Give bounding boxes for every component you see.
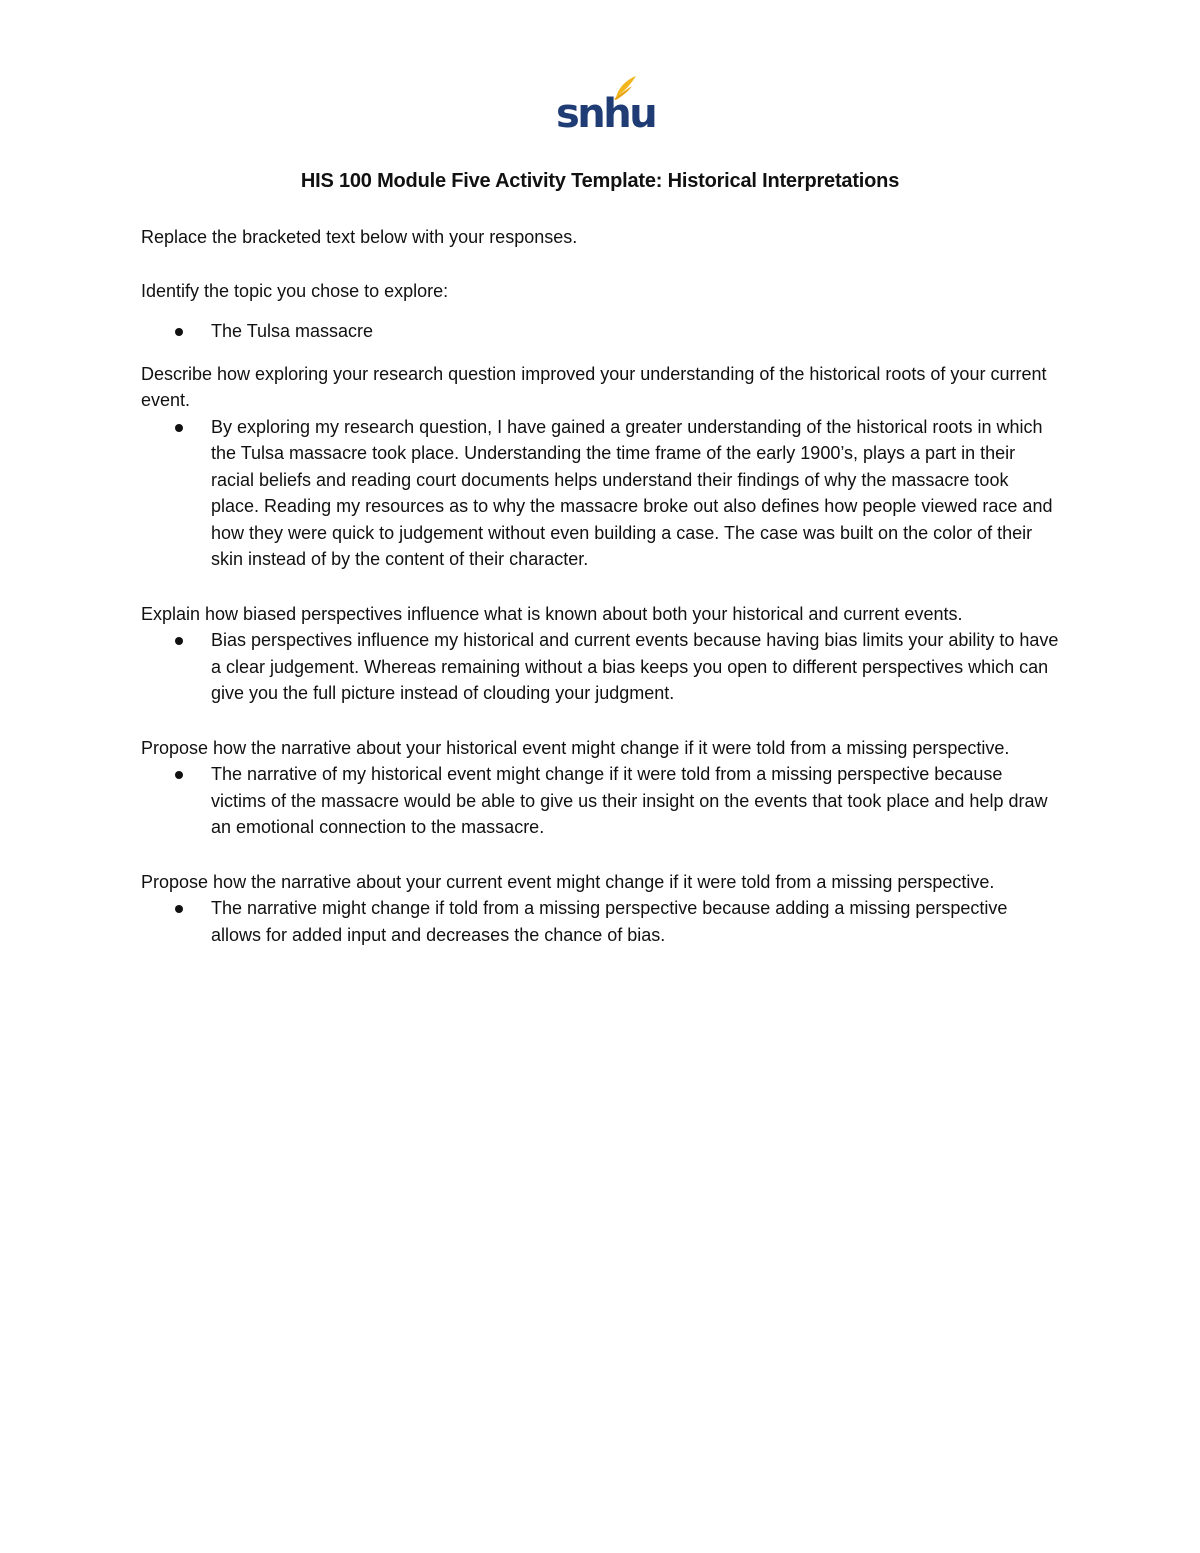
answer-list <box>141 895 1061 948</box>
instruction-text: Replace the bracketed text below with your responses. <box>141 227 578 247</box>
bullet-icon <box>175 771 183 779</box>
answer-list <box>141 414 1061 573</box>
document-body <box>141 224 1061 948</box>
answer-item <box>141 318 1061 345</box>
answer-text: The Tulsa massacre <box>211 321 374 341</box>
answer-list <box>141 761 1061 841</box>
answer-list <box>141 318 1061 345</box>
answer-text: By exploring my research question, I have gained a greater understanding of the historical roots in which the Tulsa massacre took place. Understanding the time frame of the early 1900’s, plays a part in their racial beliefs and reading court documents helps understand their findings of why the massacre took place. Reading my resources as to why the massacre broke out also defines how people viewed race and how they were quick to judgement without even building a case. The case was built on the color of their skin instead of by the content of their character. <box>211 416 1053 569</box>
section-prompt: Identify the topic you chose to explore: <box>141 280 449 301</box>
bullet-icon <box>175 424 183 432</box>
answer-item <box>141 414 1061 573</box>
bullet-icon <box>175 328 183 336</box>
answer-text: Bias perspectives influence my historical and current events because having bias limits your ability to have a clear judgement. Whereas remaining without a bias keeps you open to different perspectives which can give you the full picture instead of clouding your judgment. <box>211 630 1059 703</box>
answer-text: The narrative might change if told from a missing perspective because adding a missing perspective allows for added input and decreases the chance of bias. <box>211 898 1008 945</box>
snhu-logo <box>556 74 656 137</box>
bullet-icon <box>175 905 183 913</box>
page-title: HIS 100 Module Five Activity Template: Historical Interpretations <box>300 170 900 192</box>
bullet-icon <box>175 637 183 645</box>
section-prompt: Propose how the narrative about your historical event might change if it were told from a missing perspective. <box>141 737 1010 758</box>
answer-list <box>141 627 1061 707</box>
section-prompt: Describe how exploring your research question improved your understanding of the historical roots of your current event. <box>141 363 1047 410</box>
answer-item <box>141 761 1061 841</box>
section-prompt: Propose how the narrative about your current event might change if it were told from a missing perspective. <box>141 871 995 892</box>
section-prompt: Explain how biased perspectives influence what is known about both your historical and current events. <box>141 603 963 624</box>
answer-text: The narrative of my historical event might change if it were told from a missing perspective because victims of the massacre would be able to give us their insight on the events that took place and help draw an emotional connection to the massacre. <box>211 764 1048 837</box>
answer-item <box>141 627 1061 707</box>
answer-item <box>141 895 1061 948</box>
logo-wordmark: snhu <box>556 91 656 137</box>
